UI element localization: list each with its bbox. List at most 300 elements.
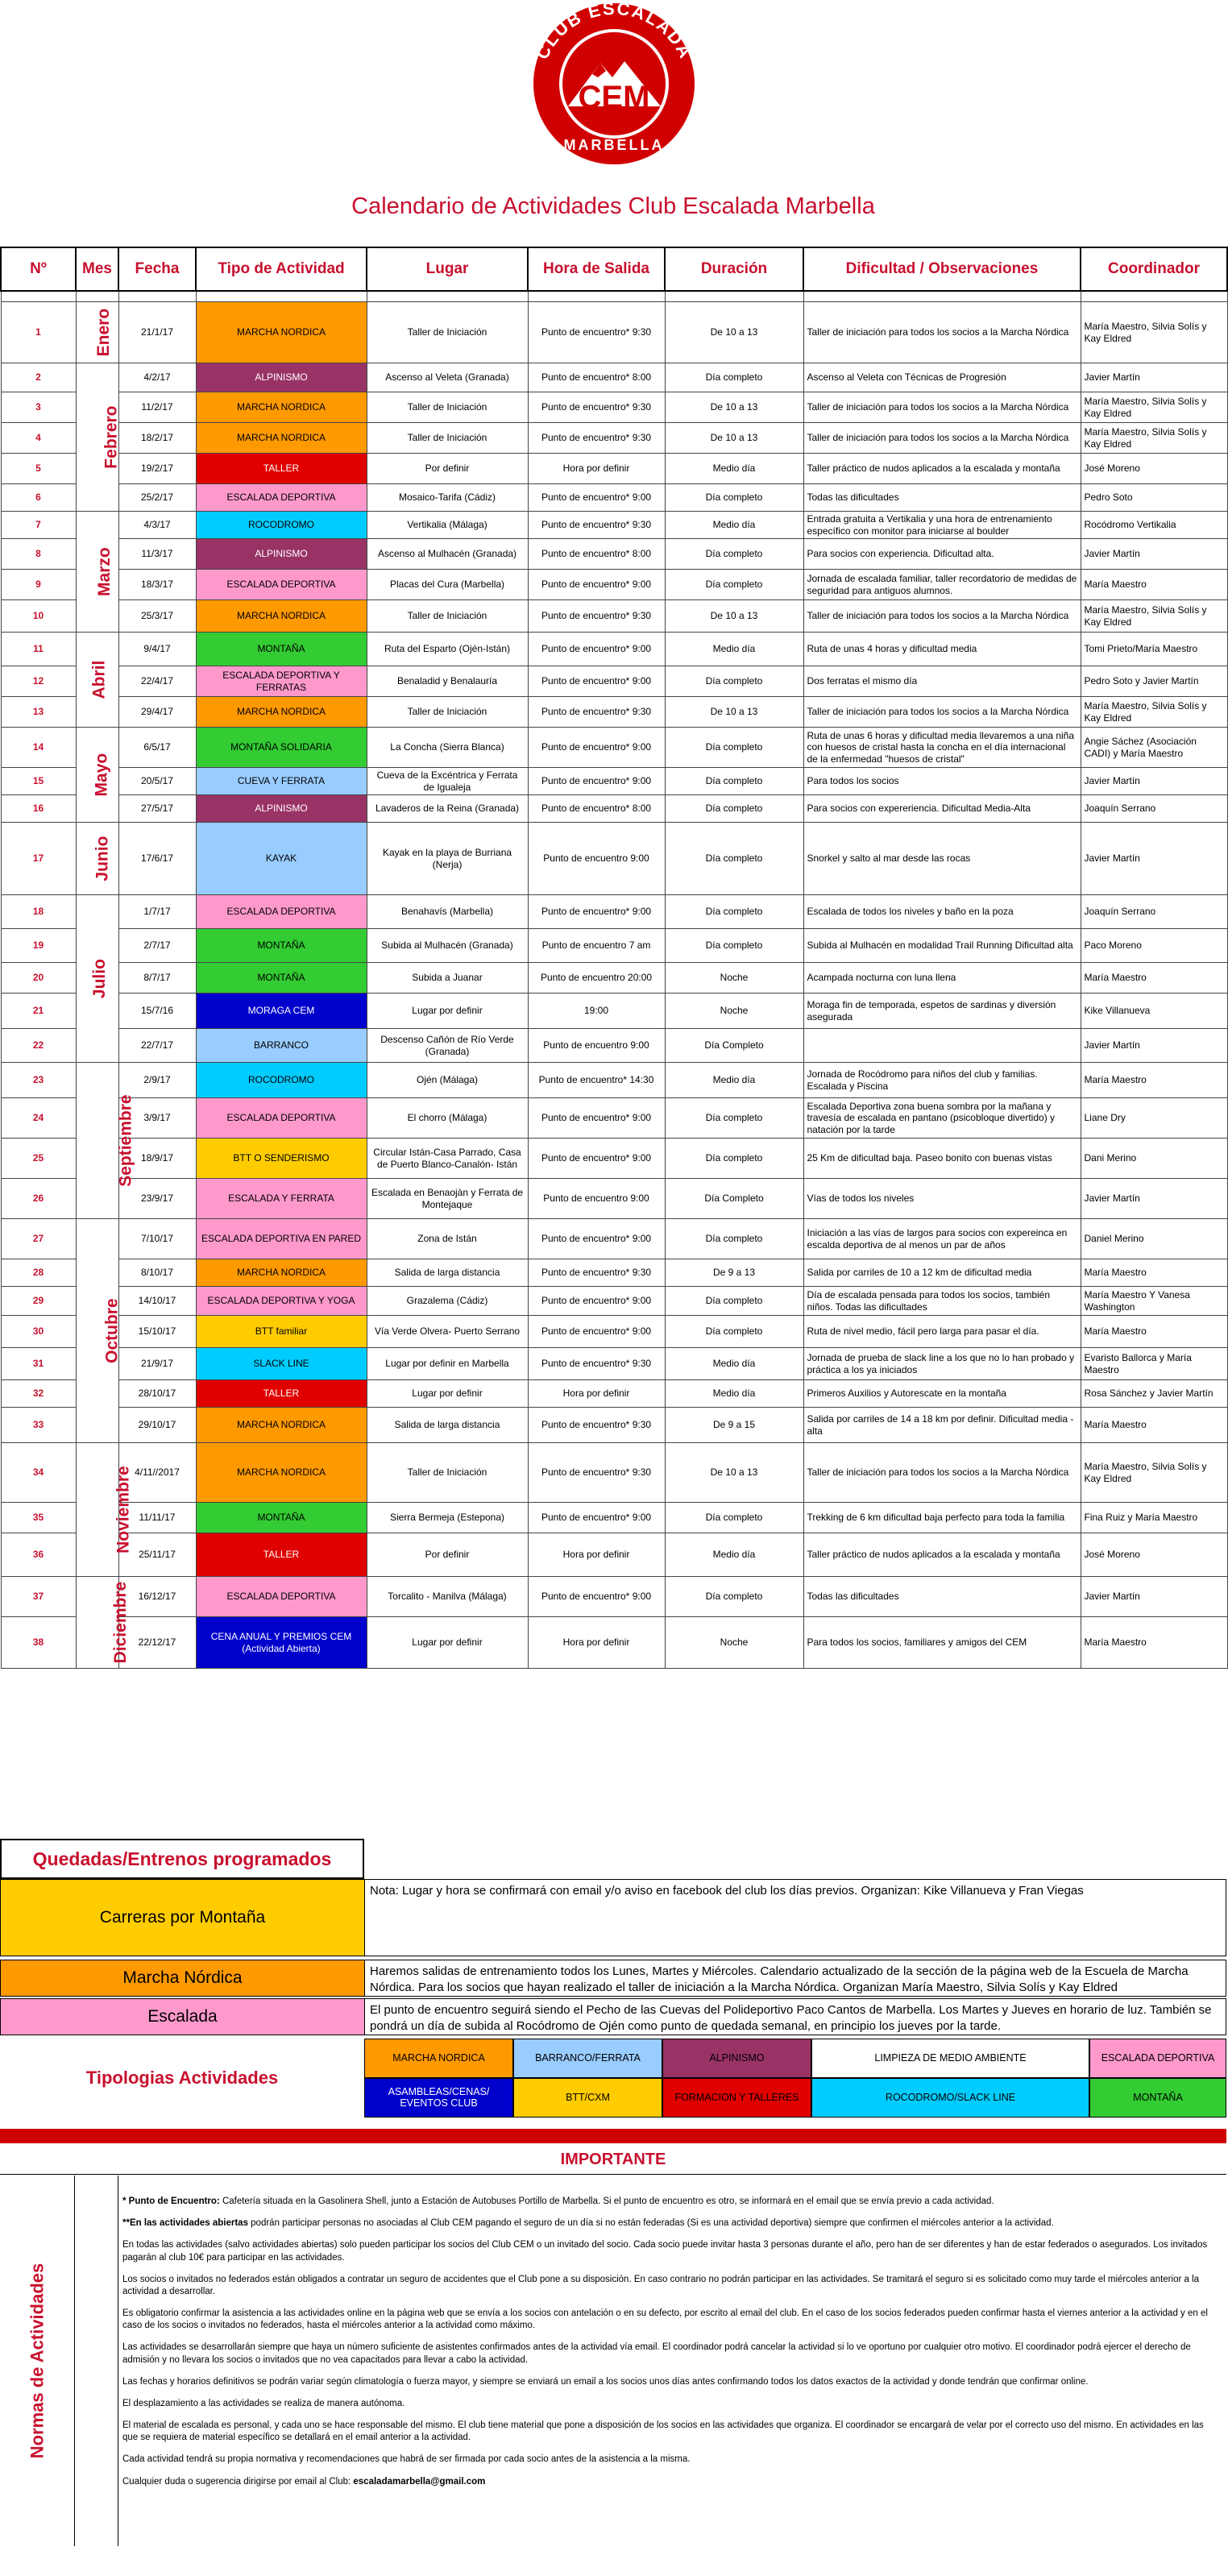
place-cell: Ruta del Esparto (Ojén-Istán) — [367, 633, 528, 666]
place-cell: Placas del Cura (Marbella) — [367, 570, 528, 600]
coordinator-cell: María Maestro, Silvia Solís y Kay Eldred — [1081, 423, 1227, 454]
column-header: Fecha — [118, 247, 196, 291]
departure-cell: Punto de encuentro* 9:30 — [528, 1408, 665, 1443]
table-row — [1, 1503, 1227, 1533]
date-cell: 25/2/17 — [118, 484, 196, 512]
coordinator-cell: Kike Villanueva — [1081, 993, 1227, 1029]
date-cell: 4/11//2017 — [118, 1443, 196, 1503]
legend-barranco-ferrata: BARRANCO/FERRATA — [513, 2039, 662, 2078]
coordinator-cell: María Maestro — [1081, 1408, 1227, 1443]
activity-type-cell: ESCALADA DEPORTIVA — [196, 570, 367, 600]
coordinator-cell: María Maestro — [1081, 1259, 1227, 1287]
observations-cell: Taller de iniciación para todos los socios a la Marcha Nórdica — [803, 1443, 1081, 1503]
row-number: 16 — [1, 795, 76, 823]
date-cell: 21/9/17 — [118, 1348, 196, 1380]
norma-bold: **En las actividades abiertas — [122, 2218, 248, 2229]
departure-cell: Punto de encuentro* 9:30 — [528, 512, 665, 539]
activity-type-cell: MARCHA NORDICA — [196, 1259, 367, 1287]
coordinator-cell: José Moreno — [1081, 454, 1227, 484]
duration-cell: Día completo — [665, 1098, 803, 1139]
table-row — [1, 539, 1227, 570]
duration-cell: De 10 a 13 — [665, 423, 803, 454]
place-cell: Ojén (Málaga) — [367, 1063, 528, 1098]
date-cell: 6/5/17 — [118, 728, 196, 768]
date-cell: 11/3/17 — [118, 539, 196, 570]
norma-paragraph — [122, 2476, 1220, 2488]
place-cell: Lugar por definir — [367, 993, 528, 1029]
coordinator-cell: María Maestro — [1081, 570, 1227, 600]
coordinator-cell: María Maestro — [1081, 1617, 1227, 1669]
departure-cell: Punto de encuentro* 9:00 — [528, 570, 665, 600]
row-number: 8 — [1, 539, 76, 570]
activity-type-cell: ALPINISMO — [196, 795, 367, 823]
row-number: 36 — [1, 1533, 76, 1577]
date-cell: 1/7/17 — [118, 895, 196, 929]
row-number: 12 — [1, 666, 76, 697]
norma-paragraph — [122, 2454, 1220, 2466]
month-label: Junio — [92, 836, 111, 881]
departure-cell: Hora por definir — [528, 1380, 665, 1408]
row-number: 22 — [1, 1029, 76, 1063]
table-row — [1, 1259, 1227, 1287]
table-row — [1, 823, 1227, 895]
row-number: 38 — [1, 1617, 76, 1669]
coordinator-cell: Evaristo Ballorca y María Maestro — [1081, 1348, 1227, 1380]
place-cell: Vía Verde Olvera- Puerto Serrano — [367, 1316, 528, 1348]
coordinator-cell: Javier Martín — [1081, 768, 1227, 795]
norma-text: El material de escalada es personal, y cada uno se hace responsable del mismo. El club tiene material que pone a disposición de los socios en las actividades que organiza. El coordinador se encargará de velar por el correcto uso del mismo. En actividades en las que se requiera de material específico se detallará en el email anterior a la actividad. — [122, 2420, 1204, 2443]
observations-cell: Taller de iniciación para todos los socios a la Marcha Nórdica — [803, 302, 1081, 363]
row-number: 26 — [1, 1179, 76, 1219]
date-cell: 11/2/17 — [118, 392, 196, 423]
table-row — [1, 993, 1227, 1029]
departure-cell: Punto de encuentro* 9:00 — [528, 1577, 665, 1617]
spacer-cell — [367, 291, 528, 302]
observations-cell: Jornada de escalada familiar, taller recordatorio de medidas de seguridad para antiguos alumnos. — [803, 570, 1081, 600]
place-cell: Cueva de la Excéntrica y Ferrata de Igualeja — [367, 768, 528, 795]
table-row — [1, 1316, 1227, 1348]
duration-cell: De 10 a 13 — [665, 392, 803, 423]
duration-cell: Medio día — [665, 1348, 803, 1380]
legend-alpinismo: ALPINISMO — [662, 2039, 811, 2078]
observations-cell: Para socios con expereriencia. Dificultad Media-Alta — [803, 795, 1081, 823]
date-cell: 18/2/17 — [118, 423, 196, 454]
observations-cell: Moraga fin de temporada, espetos de sardinas y diversión asegurada — [803, 993, 1081, 1029]
coordinator-cell: Javier Martín — [1081, 823, 1227, 895]
activity-type-cell: BARRANCO — [196, 1029, 367, 1063]
table-row — [1, 929, 1227, 963]
table-row — [1, 1179, 1227, 1219]
duration-cell: Día completo — [665, 1287, 803, 1316]
date-cell: 17/6/17 — [118, 823, 196, 895]
coordinator-cell: José Moreno — [1081, 1533, 1227, 1577]
place-cell: Zona de Istán — [367, 1219, 528, 1259]
departure-cell: Hora por definir — [528, 454, 665, 484]
month-label: Septiembre — [116, 1094, 135, 1187]
spacer-cell — [528, 291, 665, 302]
table-row — [1, 963, 1227, 993]
date-cell: 15/10/17 — [118, 1316, 196, 1348]
place-cell: Mosaico-Tarifa (Cádiz) — [367, 484, 528, 512]
place-cell: Kayak en la playa de Burriana (Nerja) — [367, 823, 528, 895]
norma-paragraph — [122, 2239, 1220, 2263]
row-number: 7 — [1, 512, 76, 539]
activity-type-cell: MARCHA NORDICA — [196, 1408, 367, 1443]
departure-cell: Punto de encuentro* 9:00 — [528, 1139, 665, 1179]
place-cell: Lugar por definir — [367, 1380, 528, 1408]
departure-cell: Punto de encuentro 20:00 — [528, 963, 665, 993]
column-header: Nº — [1, 247, 76, 291]
date-cell: 2/9/17 — [118, 1063, 196, 1098]
observations-cell: Para todos los socios, familiares y amigos del CEM — [803, 1617, 1081, 1669]
departure-cell: Punto de encuentro* 9:00 — [528, 768, 665, 795]
legend-asambleas: ASAMBLEAS/CENAS/ EVENTOS CLUB — [364, 2078, 513, 2118]
coordinator-cell: Rosa Sánchez y Javier Martín — [1081, 1380, 1227, 1408]
row-number: 4 — [1, 423, 76, 454]
place-cell: Escalada en Benaojàn y Ferrata de Montejaque — [367, 1179, 528, 1219]
legend-escalada-deportiva: ESCALADA DEPORTIVA — [1089, 2039, 1226, 2078]
place-cell: Por definir — [367, 1533, 528, 1577]
activity-type-cell: ESCALADA DEPORTIVA — [196, 484, 367, 512]
legend-btt-cxm: BTT/CXM — [513, 2078, 662, 2118]
quedada-text: El punto de encuentro seguirá siendo el Pecho de las Cuevas del Polideportivo Paco Cantos de Marbella. Los Martes y Jueves en horario de luz. También se pondrá un día de subida al Rocódromo de Ojén como punto de quedada semanal, en principio los jueves por la tarde. — [370, 2003, 1212, 2033]
month-cell — [76, 302, 118, 363]
place-cell: El chorro (Málaga) — [367, 1098, 528, 1139]
duration-cell: Día completo — [665, 1577, 803, 1617]
norma-text: Cualquier duda o sugerencia dirigirse por email al Club: — [122, 2476, 354, 2487]
place-cell: Benahavís (Marbella) — [367, 895, 528, 929]
column-header: Mes — [76, 247, 118, 291]
observations-cell: Ruta de nivel medio, fácil pero larga para pasar el día. — [803, 1316, 1081, 1348]
norma-text: Los socios o invitados no federados están obligados a contratar un seguro de accidentes que el Club pone a su disposición. En caso contrario no podrán participar en las actividades. Se tramitará el seguro si es solicitado como muy tarde el miércoles anterior a la actividad a desarrollar. — [122, 2274, 1200, 2296]
calendar-body — [1, 291, 1227, 1669]
norma-text: En todas las actividades (salvo actividades abiertas) solo pueden participar los socios del Club CEM o un invitado del socio. Cada socio puede invitar hasta 3 personas durante el año, pero han de ser diferentes y han de estar federados o asegurados. Los invitados pagarán al club 10€ para participar en las actividades. — [122, 2240, 1208, 2263]
place-cell: Ascenso al Mulhacén (Granada) — [367, 539, 528, 570]
spacer-cell — [196, 291, 367, 302]
row-number: 1 — [1, 302, 76, 363]
coordinator-cell: Tomi Prieto/María Maestro — [1081, 633, 1227, 666]
duration-cell: Medio día — [665, 1063, 803, 1098]
place-cell: Taller de Iniciación — [367, 697, 528, 728]
observations-cell: Acampada nocturna con luna llena — [803, 963, 1081, 993]
departure-cell: Punto de encuentro 7 am — [528, 929, 665, 963]
spacer-cell — [665, 291, 803, 302]
row-number: 31 — [1, 1348, 76, 1380]
month-label: Diciembre — [110, 1581, 130, 1664]
departure-cell: Punto de encuentro 9:00 — [528, 1179, 665, 1219]
coordinator-cell: Javier Martín — [1081, 363, 1227, 392]
spacer-row — [1, 291, 1227, 302]
quedada-escalada — [0, 1998, 1226, 2035]
observations-cell: Subida al Mulhacén en modalidad Trail Running Dificultad alta — [803, 929, 1081, 963]
row-number: 13 — [1, 697, 76, 728]
spacer-cell — [1, 291, 76, 302]
activity-type-cell: TALLER — [196, 1380, 367, 1408]
month-label: Mayo — [91, 753, 110, 797]
activity-type-cell: CUEVA Y FERRATA — [196, 768, 367, 795]
activity-type-cell: MARCHA NORDICA — [196, 600, 367, 633]
activity-type-cell: MARCHA NORDICA — [196, 423, 367, 454]
departure-cell: Punto de encuentro* 9:00 — [528, 895, 665, 929]
activity-type-cell: MONTAÑA — [196, 929, 367, 963]
observations-cell: Todas las dificultades — [803, 1577, 1081, 1617]
table-row — [1, 363, 1227, 392]
quedada-label: Escalada — [1, 1999, 365, 2035]
activity-type-cell: MONTAÑA SOLIDARIA — [196, 728, 367, 768]
departure-cell: Punto de encuentro* 9:30 — [528, 302, 665, 363]
activity-type-cell: TALLER — [196, 454, 367, 484]
activity-type-cell: MONTAÑA — [196, 633, 367, 666]
activity-type-cell: MARCHA NORDICA — [196, 1443, 367, 1503]
coordinator-cell: Joaquín Serrano — [1081, 895, 1227, 929]
row-number: 27 — [1, 1219, 76, 1259]
place-cell: Taller de Iniciación — [367, 600, 528, 633]
tipologias-title: Tipologias Actividades — [85, 2067, 279, 2088]
coordinator-cell: María Maestro, Silvia Solís y Kay Eldred — [1081, 697, 1227, 728]
date-cell: 3/9/17 — [118, 1098, 196, 1139]
observations-cell: Taller práctico de nudos aplicados a la escalada y montaña — [803, 454, 1081, 484]
row-number: 21 — [1, 993, 76, 1029]
departure-cell: Punto de encuentro* 8:00 — [528, 795, 665, 823]
table-row — [1, 697, 1227, 728]
legend-limpieza: LIMPIEZA DE MEDIO AMBIENTE — [811, 2039, 1089, 2078]
table-row — [1, 768, 1227, 795]
row-number: 15 — [1, 768, 76, 795]
duration-cell: Día Completo — [665, 1179, 803, 1219]
month-cell — [76, 1443, 133, 1577]
duration-cell: Día completo — [665, 363, 803, 392]
norma-paragraph — [122, 2274, 1220, 2298]
duration-cell: Día completo — [665, 1219, 803, 1259]
row-number: 20 — [1, 963, 76, 993]
table-row — [1, 795, 1227, 823]
table-row — [1, 633, 1227, 666]
observations-cell: Taller de iniciación para todos los socios a la Marcha Nórdica — [803, 392, 1081, 423]
normas-gap — [74, 2176, 118, 2546]
activity-type-cell: TALLER — [196, 1533, 367, 1577]
duration-cell: Día completo — [665, 570, 803, 600]
duration-cell: Día completo — [665, 728, 803, 768]
activity-type-cell: ESCALADA DEPORTIVA Y FERRATAS — [196, 666, 367, 697]
observations-cell: Escalada de todos los niveles y baño en la poza — [803, 895, 1081, 929]
table-row — [1, 1098, 1227, 1139]
departure-cell: Punto de encuentro* 9:00 — [528, 666, 665, 697]
date-cell: 27/5/17 — [118, 795, 196, 823]
departure-cell: Punto de encuentro* 9:30 — [528, 1259, 665, 1287]
observations-cell: Salida por carriles de 14 a 18 km por definir. Dificultad media - alta — [803, 1408, 1081, 1443]
logo-center-text: CEM — [578, 80, 650, 115]
place-cell: Descenso Cañón de Río Verde (Granada) — [367, 1029, 528, 1063]
activity-type-cell: ESCALADA DEPORTIVA — [196, 1577, 367, 1617]
month-label: Febrero — [102, 405, 120, 469]
coordinator-cell: María Maestro, Silvia Solís y Kay Eldred — [1081, 600, 1227, 633]
place-cell: Taller de Iniciación — [367, 302, 528, 363]
date-cell: 25/3/17 — [118, 600, 196, 633]
coordinator-cell: Javier Martín — [1081, 1029, 1227, 1063]
date-cell: 15/7/16 — [118, 993, 196, 1029]
legend-rocodromo: ROCODROMO/SLACK LINE — [811, 2078, 1089, 2118]
departure-cell: Punto de encuentro* 9:30 — [528, 1348, 665, 1380]
coordinator-cell: Daniel Merino — [1081, 1219, 1227, 1259]
column-header: Tipo de Actividad — [196, 247, 367, 291]
observations-cell: Taller de iniciación para todos los socios a la Marcha Nórdica — [803, 600, 1081, 633]
activity-type-cell: ESCALADA DEPORTIVA EN PARED — [196, 1219, 367, 1259]
date-cell: 23/9/17 — [118, 1179, 196, 1219]
spacer-cell — [76, 291, 118, 302]
duration-cell: Día completo — [665, 895, 803, 929]
activity-type-cell: ALPINISMO — [196, 539, 367, 570]
departure-cell: Punto de encuentro* 9:30 — [528, 697, 665, 728]
departure-cell: Punto de encuentro* 9:00 — [528, 1287, 665, 1316]
norma-paragraph — [122, 2196, 1220, 2208]
month-cell — [76, 1063, 135, 1219]
date-cell: 7/10/17 — [118, 1219, 196, 1259]
table-row — [1, 895, 1227, 929]
row-number: 29 — [1, 1287, 76, 1316]
table-row — [1, 1219, 1227, 1259]
coordinator-cell: Rocódromo Vertikalia — [1081, 512, 1227, 539]
norma-paragraph — [122, 2376, 1220, 2388]
row-number: 32 — [1, 1380, 76, 1408]
place-cell: Lugar por definir — [367, 1617, 528, 1669]
observations-cell: Taller de iniciación para todos los socios a la Marcha Nórdica — [803, 423, 1081, 454]
coordinator-cell: Javier Martín — [1081, 1179, 1227, 1219]
row-number: 35 — [1, 1503, 76, 1533]
tipologias-legend — [364, 2039, 1226, 2118]
month-cell — [76, 512, 118, 633]
month-cell — [76, 823, 118, 895]
departure-cell: Punto de encuentro 9:00 — [528, 823, 665, 895]
column-header: Lugar — [367, 247, 528, 291]
month-cell — [76, 895, 118, 1063]
month-label: Noviembre — [114, 1466, 133, 1553]
departure-cell: Punto de encuentro* 9:30 — [528, 1443, 665, 1503]
table-row — [1, 1617, 1227, 1669]
table-row — [1, 484, 1227, 512]
duration-cell: Día completo — [665, 768, 803, 795]
observations-cell: Iniciación a las vías de largos para socios con expereinca en escalda deportiva de al menos un par de años — [803, 1219, 1081, 1259]
normas-body — [122, 2196, 1220, 2498]
table-row — [1, 392, 1227, 423]
norma-text: El desplazamiento a las actividades se realiza de manera autónoma. — [122, 2398, 405, 2408]
table-row — [1, 512, 1227, 539]
place-cell: Lavaderos de la Reina (Granada) — [367, 795, 528, 823]
duration-cell: Medio día — [665, 633, 803, 666]
observations-cell: Para todos los socios — [803, 768, 1081, 795]
month-cell — [76, 633, 118, 728]
table-row — [1, 302, 1227, 363]
table-row — [1, 454, 1227, 484]
importante-heading: IMPORTANTE — [0, 2145, 1226, 2175]
club-logo — [0, 0, 1226, 177]
duration-cell: Medio día — [665, 1533, 803, 1577]
month-label: Octubre — [102, 1298, 122, 1363]
legend-montana: MONTAÑA — [1089, 2078, 1226, 2118]
table-row — [1, 1577, 1227, 1617]
month-cell — [76, 1219, 122, 1443]
norma-bold: * Punto de Encuentro: — [122, 2196, 220, 2206]
place-cell: Taller de Iniciación — [367, 1443, 528, 1503]
norma-paragraph — [122, 2420, 1220, 2444]
quedada-carreras — [0, 1879, 1226, 1956]
departure-cell: Punto de encuentro* 9:00 — [528, 1503, 665, 1533]
row-number: 6 — [1, 484, 76, 512]
date-cell: 21/1/17 — [118, 302, 196, 363]
date-cell: 19/2/17 — [118, 454, 196, 484]
place-cell: Ascenso al Veleta (Granada) — [367, 363, 528, 392]
row-number: 25 — [1, 1139, 76, 1179]
coordinator-cell: Angie Sáchez (Asociación CADI) y María Maestro — [1081, 728, 1227, 768]
row-number: 17 — [1, 823, 76, 895]
coordinator-cell: María Maestro, Silvia Solís y Kay Eldred — [1081, 392, 1227, 423]
departure-cell: Punto de encuentro* 9:30 — [528, 600, 665, 633]
date-cell: 20/5/17 — [118, 768, 196, 795]
date-cell: 14/10/17 — [118, 1287, 196, 1316]
date-cell: 4/3/17 — [118, 512, 196, 539]
activity-type-cell: ESCALADA DEPORTIVA — [196, 895, 367, 929]
date-cell: 2/7/17 — [118, 929, 196, 963]
logo-top-text: CLUB ESCALADA — [531, 0, 697, 63]
month-cell — [76, 728, 118, 823]
observations-cell: Taller de iniciación para todos los socios a la Marcha Nórdica — [803, 697, 1081, 728]
row-number: 28 — [1, 1259, 76, 1287]
place-cell: Grazalema (Cádiz) — [367, 1287, 528, 1316]
place-cell: La Concha (Sierra Blanca) — [367, 728, 528, 768]
date-cell: 28/10/17 — [118, 1380, 196, 1408]
row-number: 18 — [1, 895, 76, 929]
logo-bottom-text: MARBELLA — [563, 137, 665, 153]
table-row — [1, 1443, 1227, 1503]
duration-cell: Noche — [665, 1617, 803, 1669]
quedada-label: Marcha Nórdica — [1, 1960, 365, 1996]
normas-side-label — [0, 2176, 75, 2546]
spacer-cell — [118, 291, 196, 302]
quedadas-title: Quedadas/Entrenos programados — [0, 1839, 364, 1879]
observations-cell: Todas las dificultades — [803, 484, 1081, 512]
coordinator-cell: Pedro Soto y Javier Martín — [1081, 666, 1227, 697]
norma-text: Las actividades se desarrollarán siempre que haya un número suficiente de asistentes confirmados antes de la actividad vía email. El coordinador podrá cancelar la actividad si lo ve oportuno por cualquier otro motivo. El coordinador podrá ejercer el derecho de admisión y no llevara los socios o invitados que no vea capacitados para llevar a cabo la actividad. — [122, 2342, 1191, 2365]
duration-cell: Medio día — [665, 512, 803, 539]
place-cell: Subida a Juanar — [367, 963, 528, 993]
normas-title: Normas de Actividades — [27, 2263, 47, 2459]
date-cell: 4/2/17 — [118, 363, 196, 392]
observations-cell: Entrada gratuita a Vertikalia y una hora de entrenamiento específico con monitor para iniciarse al boulder — [803, 512, 1081, 539]
row-number: 33 — [1, 1408, 76, 1443]
month-label: Abril — [89, 660, 108, 699]
column-header: Duración — [665, 247, 803, 291]
norma-paragraph — [122, 2398, 1220, 2410]
quedada-marcha — [0, 1960, 1226, 1997]
observations-cell: Salida por carriles de 10 a 12 km de dificultad media — [803, 1259, 1081, 1287]
date-cell: 18/9/17 — [118, 1139, 196, 1179]
departure-cell: Punto de encuentro* 9:00 — [528, 728, 665, 768]
departure-cell: Hora por definir — [528, 1533, 665, 1577]
duration-cell: Día completo — [665, 1503, 803, 1533]
table-row — [1, 600, 1227, 633]
observations-cell: Primeros Auxilios y Autorescate en la montaña — [803, 1380, 1081, 1408]
place-cell: Taller de Iniciación — [367, 423, 528, 454]
duration-cell: Día completo — [665, 1316, 803, 1348]
activity-type-cell: ESCALADA DEPORTIVA — [196, 1098, 367, 1139]
legend-marcha-nordica: MARCHA NORDICA — [364, 2039, 513, 2078]
departure-cell: Punto de encuentro* 9:30 — [528, 423, 665, 454]
place-cell: Salida de larga distancia — [367, 1259, 528, 1287]
column-header: Hora de Salida — [528, 247, 665, 291]
month-label: Marzo — [94, 547, 114, 596]
header-row — [1, 247, 1227, 291]
table-row — [1, 570, 1227, 600]
duration-cell: Día completo — [665, 484, 803, 512]
